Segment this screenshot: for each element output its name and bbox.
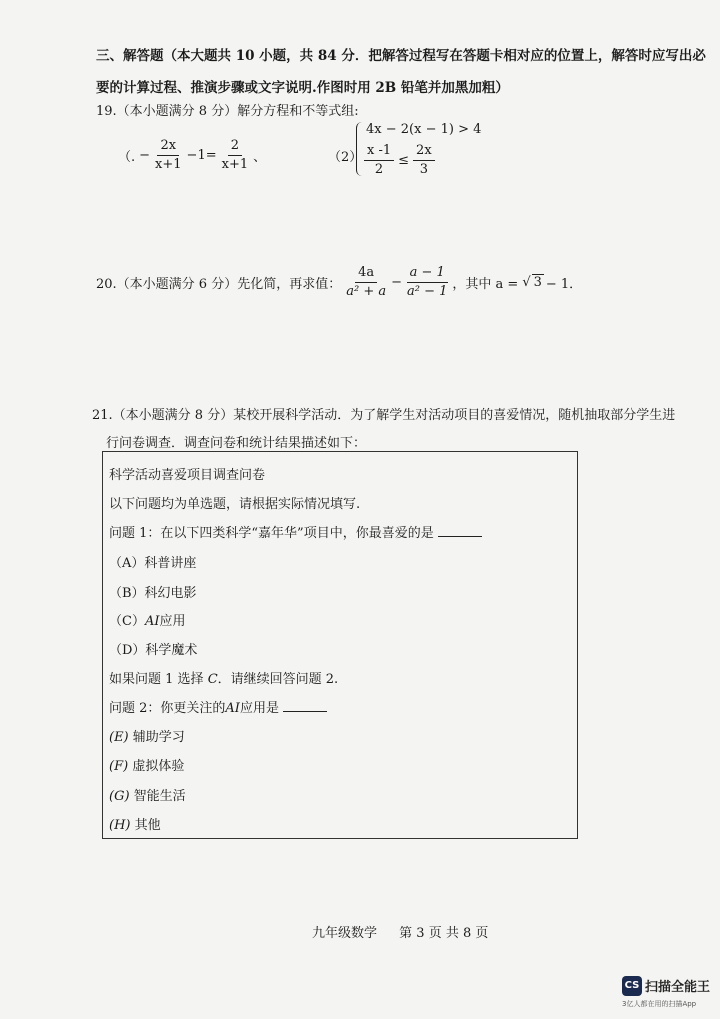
q20-fraction2 xyxy=(404,265,450,299)
q19-part2-fraction1-denominator: 2 xyxy=(374,161,384,177)
survey-condition-choice: C xyxy=(207,672,218,687)
survey-option-f-text: 虚拟体验 xyxy=(132,759,185,774)
footer xyxy=(312,922,488,941)
q20-fraction2-denominator: a² − 1 xyxy=(407,283,448,299)
q19-part1-middle: −1= xyxy=(186,147,217,163)
survey-question1 xyxy=(109,522,482,541)
watermark-app-name: 扫描全能王 xyxy=(645,980,711,995)
survey-option-f-label: (F) xyxy=(109,759,129,774)
q19-title: 19.（本小题满分 8 分）解分方程和不等式组: xyxy=(96,104,359,119)
survey-option-c-ai: AI xyxy=(144,614,160,629)
q19-part1-fraction2 xyxy=(219,138,252,172)
survey-option-d: （D）科学魔术 xyxy=(109,643,198,658)
survey-option-e-text: 辅助学习 xyxy=(132,730,185,745)
q19-part2-le-sign: ≤ xyxy=(398,152,410,168)
survey-question2 xyxy=(109,697,327,716)
sqrt-sign-icon: √ xyxy=(522,275,531,291)
q19-part2-fraction2 xyxy=(413,143,435,177)
survey-question2-ai: AI xyxy=(225,701,240,716)
q20-condition-suffix: − 1． xyxy=(545,276,583,292)
q20-fraction1 xyxy=(343,265,389,299)
q20-condition-prefix: ，其中 a = xyxy=(452,276,519,292)
survey-instruction: 以下问题均为单选题，请根据实际情况填写. xyxy=(109,497,361,512)
survey-option-f xyxy=(109,755,184,774)
answer-blank xyxy=(438,524,482,537)
footer-page-info: 第 3 页 共 8 页 xyxy=(399,926,489,941)
q19-part2-inequality2 xyxy=(362,143,437,177)
survey-option-c-suffix: 应用 xyxy=(159,614,186,629)
q19-part1-minus: − xyxy=(139,147,151,163)
survey-option-h-label: (H) xyxy=(109,818,131,833)
survey-condition-prefix: 如果问题 1 选择 xyxy=(109,672,204,687)
q20-title: 20.（本小题满分 6 分）先化简，再求值： xyxy=(96,276,342,292)
survey-option-e xyxy=(109,726,185,745)
survey-option-h xyxy=(109,814,161,833)
footer-subject: 九年级数学 xyxy=(312,926,378,941)
q19-part2-label: （2） xyxy=(328,150,363,165)
q19-part2-inequality1: 4x − 2(x − 1) > 4 xyxy=(366,122,482,137)
survey-condition xyxy=(109,668,338,687)
survey-question2-prefix: 问题 2：你更关注的 xyxy=(109,701,226,716)
survey-option-g xyxy=(109,785,186,804)
survey-condition-suffix: ．请继续回答问题 2. xyxy=(217,672,339,687)
answer-blank xyxy=(283,699,327,712)
section-heading-line2: 要的计算过程、推演步骤或文字说明.作图时用 2B 铅笔并加黑加粗） xyxy=(96,80,509,96)
camscanner-logo-icon: CS xyxy=(622,976,642,996)
survey-option-c-prefix: （C） xyxy=(109,614,145,629)
q19-part2-fraction2-numerator: 2x xyxy=(413,143,435,161)
q19-part1-fraction2-numerator: 2 xyxy=(228,138,242,156)
q19-part2-fraction2-denominator: 3 xyxy=(419,161,428,177)
q21-line1: 21.（本小题满分 8 分）某校开展科学活动．为了解学生对活动项目的喜爱情况，随机抽取部分学生进 xyxy=(92,408,676,423)
q20-sqrt-argument: 3 xyxy=(533,275,542,291)
q19-part2-fraction1-numerator: x -1 xyxy=(364,143,394,161)
q19-part2-fraction1 xyxy=(364,143,394,177)
q21-line2: 行问卷调查．调查问卷和统计结果描述如下： xyxy=(106,436,367,451)
survey-option-g-text: 智能生活 xyxy=(133,789,186,804)
q19-part1-label: （. xyxy=(118,149,136,165)
q20-fraction1-numerator: 4a xyxy=(355,265,377,283)
section-heading-line1: 三、解答题（本大题共 10 小题，共 84 分．把解答过程写在答题卡相对应的位置上，解答时应写出必 xyxy=(96,48,706,64)
q20-line xyxy=(96,265,582,299)
q20-sqrt xyxy=(522,274,544,290)
survey-option-h-text: 其他 xyxy=(134,818,161,833)
survey-question1-text: 问题 1：在以下四类科学“嘉年华”项目中，你最喜爱的是 xyxy=(109,526,434,541)
q19-part1-end: 、 xyxy=(253,149,267,165)
watermark-tagline: 3亿人都在用的扫描App xyxy=(622,1000,697,1008)
q20-minus: − xyxy=(391,274,402,290)
survey-question2-suffix: 应用是 xyxy=(239,701,279,716)
q20-fraction1-denominator: a² + a xyxy=(346,283,387,299)
q19-part1-fraction1-denominator: x+1 xyxy=(155,156,182,172)
scanner-watermark xyxy=(622,975,711,1008)
q19-part1-fraction1 xyxy=(152,138,185,172)
survey-title: 科学活动喜爱项目调查问卷 xyxy=(109,468,266,483)
survey-option-e-label: (E) xyxy=(109,730,129,745)
survey-option-g-label: (G) xyxy=(109,789,130,804)
q19-part1-equation xyxy=(118,138,266,172)
q19-part1-fraction2-denominator: x+1 xyxy=(221,156,249,172)
q20-fraction2-numerator: a − 1 xyxy=(407,265,448,283)
survey-option-c xyxy=(109,610,186,629)
survey-box xyxy=(102,451,578,839)
survey-option-a: （A）科普讲座 xyxy=(109,556,197,571)
q19-part1-fraction1-numerator: 2x xyxy=(157,138,179,156)
survey-option-b: （B）科幻电影 xyxy=(109,586,197,601)
